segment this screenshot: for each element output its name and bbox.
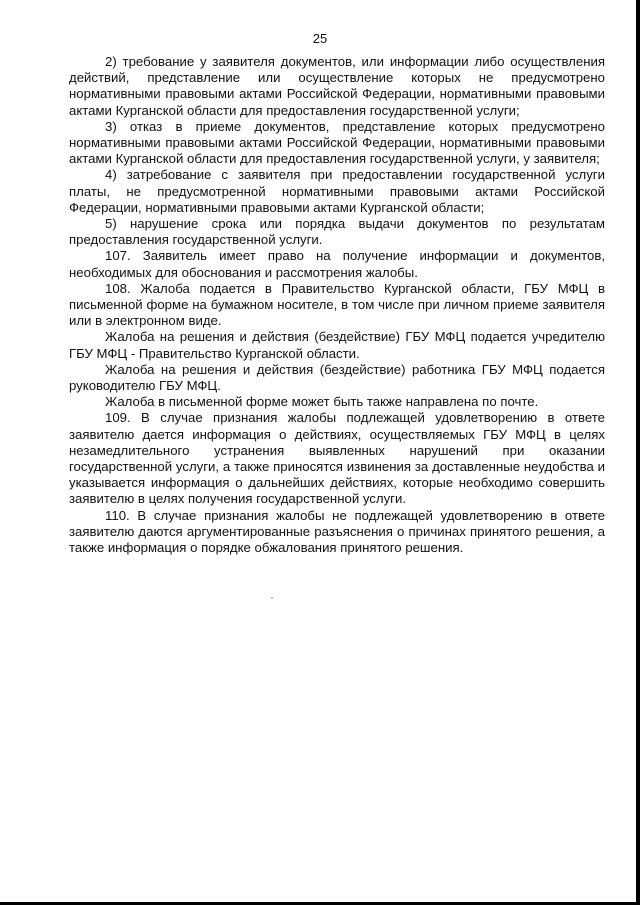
scan-speck [271,597,273,599]
paragraph-complaint-mfc: Жалоба на решения и действия (бездействие) ГБУ МФЦ подается учредителю ГБУ МФЦ - Правительство Курганской области. [69,329,605,361]
paragraph-109: 109. В случае признания жалобы подлежащей удовлетворению в ответе заявителю дается информация о действиях, осуществляемых ГБУ МФЦ в целях незамедлительного устранения выявленных нарушений при оказании государственной услуги, а также приносятся извинения за доставленные неудобства и указывается информация о дальнейших действиях, которые необходимо совершить заявителю в целях получения государственной услуги. [69,410,605,507]
paragraph-item-4: 4) затребование с заявителя при предоставлении государственной услуги платы, не предусмотренной нормативными правовыми актами Российской Федерации, нормативными правовыми актами Курганской области; [69,167,605,215]
page-number: 25 [312,31,328,46]
scan-border-right [636,0,640,905]
paragraph-110: 110. В случае признания жалобы не подлежащей удовлетворению в ответе заявителю даются аргументированные разъяснения о причинах принятого решения, а также информация о порядке обжалования принятого решения. [69,507,605,556]
paragraph-complaint-employee: Жалоба на решения и действия (бездействие) работника ГБУ МФЦ подается руководителю ГБУ МФЦ. [69,361,605,394]
paragraph-item-5: 5) нарушение срока или порядка выдачи документов по результатам предоставления государственной услуги. [69,216,605,248]
paragraph-complaint-mail: Жалоба в письменной форме может быть также направлена по почте. [105,394,539,410]
document-body [69,54,605,556]
paragraph-item-2: 2) требование у заявителя документов, или информации либо осуществления действий, представление или осуществление которых не предусмотрено нормативными правовыми актами Российской Федерации, нормативными правовыми актами Курганской области для предоставления государственной услуги; [69,54,605,118]
paragraph-item-3: 3) отказ в приеме документов, представление которых предусмотрено нормативными правовыми актами Российской Федерации, нормативными правовыми актами Курганской области для предоставления государственной услуги, у заявителя; [69,118,605,167]
paragraph-107: 107. Заявитель имеет право на получение информации и документов, необходимых для обоснования и рассмотрения жалобы. [69,248,605,280]
paragraph-108: 108. Жалоба подается в Правительство Курганской области, ГБУ МФЦ в письменной форме на бумажном носителе, в том числе при личном приеме заявителя или в электронном виде. [69,280,605,329]
